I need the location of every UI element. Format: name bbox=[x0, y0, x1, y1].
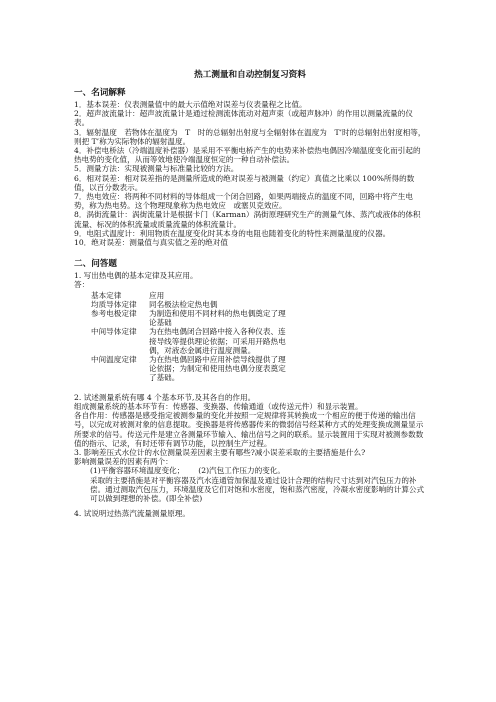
glossary-item: 10．绝对误差：测量值与真实值之差的绝对值 bbox=[74, 238, 228, 248]
glossary-item: 8．涡街流量计：涡街流量计是根据卡门（Karman）涡街原理研究生产的测量气体、蒸汽或液体的体积流量、标况的体积流量或质量流量的体积流量计。 bbox=[74, 210, 421, 229]
glossary-item: 2．超声波流量计：超声波流量计是通过检测流体流动对超声束（或超声脉冲）的作用以测量流量的仪表。 bbox=[74, 109, 413, 128]
answer-3-option-1: (1)平衡容器环境温度变化； bbox=[90, 466, 185, 476]
table-row bbox=[91, 327, 292, 355]
glossary-item: 6．相对误差：相对误差指的是测量所造成的绝对误差与被测量（约定）真值之比乘以 100%所得的数值，以百分数表示。 bbox=[74, 173, 415, 192]
answer-3-paragraph: 采取的主要措施是对平衡容器及汽水连通管加保温及通过设计合理的结构尺寸达到对汽包压力的补偿。通过测取汽包压力，环境温度及它们对饱和水密度，饱和蒸汽密度，冷凝水密度影响的计算公式可以做到理想的补偿。(即全补偿) bbox=[90, 475, 425, 503]
section-heading-qa: 二、问答题 bbox=[74, 259, 117, 270]
answer-2-paragraph: 组成测量系统的基本环节有：传感器、变换器、传输通道（或传送元件）和显示装置。 bbox=[74, 401, 363, 411]
answer-3-options bbox=[74, 466, 426, 475]
question-2: 2. 试述测量系统有哪 4 个基本环节,及其各自的作用。 bbox=[74, 392, 256, 402]
application-cell: 为在热电偶闭合回路中接入各种仪表、连接导线等提供理论依据；可采用开路热电偶，对液态金属进行温度测量。 bbox=[149, 327, 286, 355]
question-4: 4. 试说明过热蒸汽流量测量原理。 bbox=[74, 509, 190, 519]
table-row bbox=[91, 300, 292, 309]
section-heading-glossary: 一、名词解释 bbox=[74, 88, 126, 98]
answer-3-paragraph: 影响测量误差的因素有两个： bbox=[74, 457, 173, 467]
table-header-application: 应用 bbox=[149, 290, 165, 300]
answer-3-option-2: (2)汽包工作压力的变化。 bbox=[198, 466, 285, 476]
law-cell: 均质导体定律 bbox=[91, 299, 137, 309]
table-row bbox=[91, 355, 292, 383]
application-cell: 同名极法检定热电偶 bbox=[149, 299, 218, 309]
glossary-item: 5．测量方法：实现被测量与标准量比较的方法。 bbox=[74, 164, 239, 174]
law-cell: 参考电极定律 bbox=[91, 309, 137, 319]
document-page bbox=[74, 68, 426, 518]
application-cell: 为在热电偶回路中应用补偿导线提供了理论依据；为制定和使用热电偶分度表奠定了基础。 bbox=[149, 355, 286, 383]
law-cell: 中间温度定律 bbox=[91, 355, 137, 365]
document-title: 热工测量和自动控制复习资料 bbox=[194, 70, 306, 80]
answer-label: 答： bbox=[74, 280, 90, 290]
glossary-item: 9．电阻式温度计：利用物质在温度变化时其本身的电阻也随着变化的特性来测量温度的仪器。 bbox=[74, 228, 391, 238]
glossary-item: 4．补偿电桥法（冷端温度补偿器）是采用不平衡电桥产生的电势来补偿热电偶因冷端温度变化而引起的热电势的变化值，从而等效地使冷端温度恒定的一种自动补偿法。 bbox=[74, 146, 421, 165]
question-1: 1. 写出热电偶的基本定律及其应用。 bbox=[74, 271, 198, 281]
question-3: 3. 影响差压式水位计的水位测量误差因素主要有哪些?减小误差采取的主要措施是什么? bbox=[74, 447, 366, 457]
answer-2-paragraph: 各自作用：传感器是感受指定被测参量的变化并按照一定规律将其转换成一个相应的便于传递的输出信号，以完成对被测对象的信息提取。变换器是将传感器传来的微弱信号经某种方式的处理变换成测量显示所要求的信号。传送元件是建立各测量环节输入、输出信号之间的联系。显示装置用于实现对被测参数数值的指示、记录，有时还带有调节功能，以控制生产过程。 bbox=[74, 411, 424, 448]
table-header-row bbox=[91, 291, 292, 300]
glossary-item: 7．热电效应：将两种不同材料的导体组成一个闭合回路，如果两端接点的温度不同，回路中将产生电势，称为热电势。这个物理现象称为热电效应 或塞贝克效应。 bbox=[74, 192, 413, 211]
glossary-item: 3．辐射温度 若物体在温度为 T 时的总辐射出射度与全辐射体在温度为 T’时的总辐射出射度相等，则把 T’称为实际物体的辐射温度。 bbox=[74, 127, 426, 146]
table-header-law: 基本定律 bbox=[91, 290, 122, 300]
application-cell: 为制造和使用不同材料的热电偶奠定了理论基础 bbox=[149, 309, 286, 328]
glossary-item: 1．基本误差：仪表测量值中的最大示值绝对误差与仪表量程之比值。 bbox=[74, 100, 307, 109]
table-row bbox=[91, 309, 292, 327]
thermocouple-laws-table bbox=[91, 291, 292, 383]
law-cell: 中间导体定律 bbox=[91, 327, 137, 337]
